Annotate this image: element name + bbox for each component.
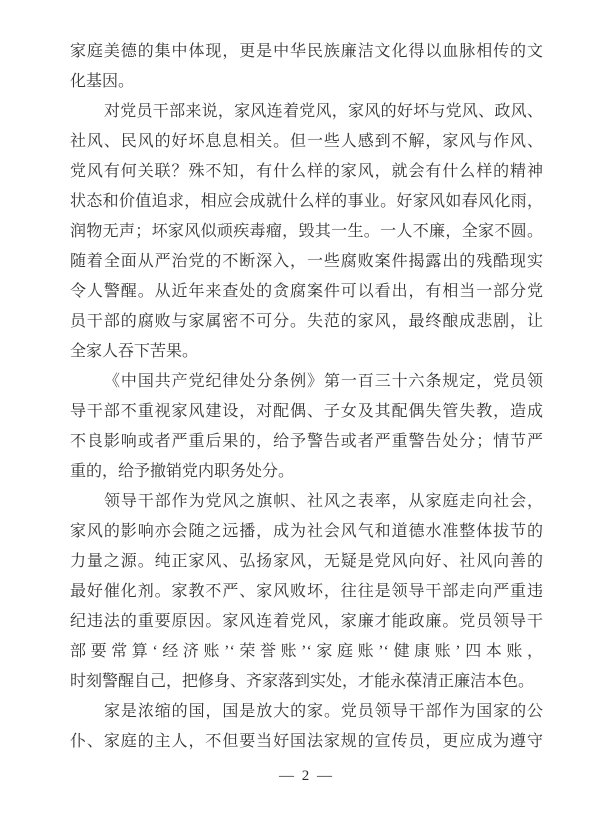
- text-line: 力量之源。纯正家风、弘扬家风，无疑是党风向好、社风向善的: [70, 553, 543, 570]
- text-line: 仆、家庭的主人，不但要当好国法家规的宣传员，更应成为遵守: [70, 733, 543, 750]
- page-number: — 2 —: [279, 768, 334, 784]
- text-line: 随着全面从严治党的不断深入，一些腐败案件揭露出的残酷现实: [70, 253, 543, 270]
- text-line: 重的，给予撤销党内职务处分。: [70, 463, 295, 480]
- text-line: 不良影响或者严重后果的，给予警告或者严重警告处分；情节严: [70, 433, 543, 450]
- text-line: 社风、民风的好坏息息相关。但一些人感到不解，家风与作风、: [70, 133, 543, 150]
- text-line: 导干部不重视家风建设，对配偶、子女及其配偶失管失教，造成: [70, 403, 543, 420]
- text-line: 部要常算‘经济账’‘荣誉账’‘家庭账’‘健康账’四本账，: [70, 643, 543, 660]
- text-line: 润物无声；坏家风似顽疾毒瘤，毁其一生。一人不廉，全家不圆。: [70, 223, 543, 240]
- text-line: 令人警醒。从近年来查处的贪腐案件可以看出，有相当一部分党: [70, 283, 543, 300]
- text-line: 全家人吞下苦果。: [70, 343, 199, 360]
- text-line: 家是浓缩的国，国是放大的家。党员领导干部作为国家的公: [104, 703, 543, 720]
- text-line: 员干部的腐败与家属密不可分。失范的家风，最终酿成悲剧，让: [70, 313, 543, 330]
- text-line: 最好催化剂。家教不严、家风败坏，往往是领导干部走向严重违: [70, 583, 543, 600]
- text-line: 家风的影响亦会随之远播，成为社会风气和道德水准整体拔节的: [70, 523, 543, 540]
- text-line: 对党员干部来说，家风连着党风，家风的好坏与党风、政风、: [104, 103, 543, 120]
- text-line: 状态和价值追求，相应会成就什么样的事业。好家风如春风化雨，: [70, 193, 543, 210]
- text-line: 《中国共产党纪律处分条例》第一百三十六条规定，党员领: [104, 373, 543, 390]
- text-line: 党风有何关联？殊不知，有什么样的家风，就会有什么样的精神: [70, 163, 543, 180]
- document-text: [70, 37, 543, 757]
- text-line: 时刻警醒自己，把修身、齐家落到实处，才能永葆清正廉洁本色。: [70, 673, 535, 690]
- text-line: 家庭美德的集中体现，更是中华民族廉洁文化得以血脉相传的文: [70, 43, 543, 60]
- text-line: 纪违法的重要原因。家风连着党风，家廉才能政廉。党员领导干: [70, 613, 543, 630]
- text-line: 化基因。: [70, 73, 135, 90]
- text-line: 领导干部作为党风之旗帜、社风之表率，从家庭走向社会，: [104, 493, 543, 510]
